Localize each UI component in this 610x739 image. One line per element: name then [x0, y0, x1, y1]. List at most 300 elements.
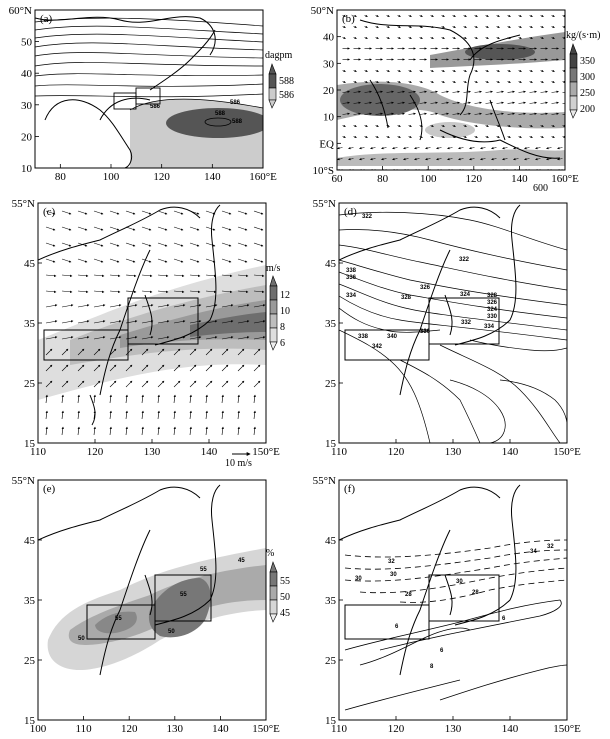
vector-arrow — [206, 395, 207, 403]
y-tick-label: 35 — [24, 595, 35, 607]
vector-arrow — [174, 381, 180, 387]
panel-label-e: (e) — [43, 483, 56, 495]
vector-arrow — [46, 243, 55, 246]
colorbar-label: 350 — [580, 56, 595, 67]
panel-label-b: (b) — [342, 13, 355, 25]
vector-arrow — [62, 291, 72, 292]
vector-arrow — [382, 148, 387, 149]
vector-arrow — [453, 27, 456, 28]
vector-arrow — [376, 71, 379, 72]
x-tick-label: 130 — [166, 723, 184, 735]
colorbar-label: 586 — [279, 90, 294, 101]
vector-arrow — [354, 137, 357, 138]
vector-arrow — [497, 16, 500, 17]
panel-label-c: (c) — [43, 206, 56, 218]
vector-arrow — [354, 27, 357, 28]
x-tick-label: 160°E — [249, 171, 277, 183]
vector-arrow — [174, 411, 175, 419]
vector-arrow — [158, 381, 164, 387]
vector-arrow — [365, 71, 368, 72]
vector-arrow — [94, 211, 103, 214]
y-tick-label: 10°S — [312, 165, 334, 177]
vector-arrow — [459, 148, 464, 149]
vector-arrow — [409, 38, 412, 39]
vector-arrow — [174, 395, 175, 403]
vector-arrow — [222, 381, 228, 387]
vector-arrow — [519, 137, 522, 138]
vector-arrow — [519, 82, 522, 83]
colorbar-c — [266, 263, 290, 350]
vector-arrow — [486, 82, 489, 83]
contour-label: 32 — [388, 559, 395, 565]
y-tick-label: 50°N — [310, 5, 334, 17]
vector-arrow — [126, 381, 132, 387]
colorbar-label: 300 — [580, 72, 595, 83]
vector-arrow — [541, 71, 544, 72]
vector-arrow — [475, 27, 478, 28]
vector-arrow — [547, 148, 552, 149]
vector-arrow — [142, 411, 143, 419]
panel-a — [9, 5, 294, 183]
contour-labels-f — [355, 544, 554, 670]
vector-arrow — [206, 227, 215, 230]
x-tick-label: 110 — [75, 723, 92, 735]
x-tick-label: 130 — [444, 446, 462, 458]
vector-arrow — [126, 427, 127, 435]
vector-arrow — [206, 381, 212, 387]
vector-arrow — [46, 259, 55, 262]
vector-arrow — [453, 16, 456, 17]
vector-arrow — [238, 211, 247, 214]
vector-arrow — [254, 243, 263, 246]
vector-arrow — [142, 259, 151, 262]
vector-arrow — [464, 38, 467, 39]
contour-label: 50 — [168, 629, 175, 635]
vector-arrow — [142, 243, 151, 246]
contour-label: 55 — [200, 567, 207, 573]
vector-arrow — [409, 126, 412, 127]
vector-arrow — [110, 275, 120, 276]
vector-arrow — [142, 395, 143, 403]
vector-arrow — [206, 243, 215, 246]
contour-label: 6 — [395, 624, 399, 630]
vector-arrow — [78, 305, 89, 307]
colorbar-label: 45 — [280, 608, 290, 619]
vector-arrow — [442, 27, 445, 28]
vector-arrow — [110, 427, 111, 435]
vector-arrow — [190, 275, 200, 276]
colorbar-a — [265, 50, 294, 108]
vector-arrow — [110, 227, 119, 230]
vector-arrow — [393, 148, 398, 149]
vector-arrow — [431, 114, 438, 115]
vector-arrow — [158, 275, 168, 276]
y-tick-label: 55°N — [11, 475, 35, 487]
x-tick-label: 80 — [377, 173, 389, 185]
contour-label: 324 — [487, 307, 498, 313]
vector-arrow — [343, 137, 346, 138]
vector-arrow — [238, 427, 239, 435]
x-tick-label: 120 — [387, 723, 405, 735]
y-tick-label: 10 — [323, 111, 334, 124]
vector-arrow — [508, 16, 511, 17]
vector-arrow — [525, 148, 530, 149]
vector-arrow — [420, 114, 427, 115]
vector-arrow — [552, 92, 559, 93]
contour-label: 328 — [487, 293, 498, 299]
contour-label: 55 — [180, 592, 187, 598]
vector-arrow — [530, 82, 533, 83]
vector-arrow — [552, 71, 555, 72]
vector-arrow — [142, 291, 152, 292]
y-tick-label: 45 — [325, 535, 336, 547]
vector-arrow — [78, 227, 87, 230]
subregion-boxes — [345, 575, 499, 639]
y-tick-label: 15 — [325, 715, 336, 727]
vector-arrow — [398, 137, 401, 138]
vector-arrow — [174, 243, 183, 246]
y-tick-label: 25 — [24, 655, 35, 667]
vector-arrow — [464, 103, 471, 104]
contour-label: 30 — [456, 579, 463, 585]
panel-f — [313, 475, 581, 735]
contour-label: 326 — [487, 300, 498, 306]
vector-arrow — [62, 411, 63, 419]
y-tick-label: 45 — [24, 258, 35, 270]
vector-arrow — [158, 259, 167, 262]
vector-arrow — [206, 275, 216, 276]
vector-arrow — [254, 259, 263, 262]
vector-arrow — [420, 16, 423, 17]
vector-arrow — [238, 243, 247, 246]
contour-label: 6 — [502, 616, 506, 622]
x-tick-label: 60 — [331, 173, 343, 185]
vector-arrow — [206, 411, 207, 419]
vector-arrow — [486, 38, 489, 39]
vector-arrow — [254, 411, 255, 419]
vector-arrow — [343, 126, 346, 127]
x-tick-label: 120 — [387, 446, 405, 458]
vector-arrow — [481, 148, 486, 149]
vector-arrow — [365, 16, 368, 17]
x-tick-label: 110 — [330, 723, 348, 735]
vector-arrow — [158, 427, 159, 435]
vector-arrow — [46, 227, 55, 230]
vector-arrow — [486, 16, 489, 17]
vector-arrow — [497, 71, 500, 72]
vector-arrow — [222, 395, 223, 403]
vector-arrow — [365, 27, 368, 28]
vector-arrow — [475, 38, 478, 39]
contour-label: 340 — [387, 334, 398, 340]
vector-arrow — [142, 381, 148, 387]
colorbar-label: 200 — [580, 104, 595, 115]
contour-label: 342 — [372, 344, 383, 350]
y-tick-label: 15 — [24, 438, 35, 450]
vector-arrow — [254, 227, 263, 230]
vector-arrow — [530, 16, 533, 17]
vector-arrow — [398, 82, 401, 83]
vector-arrow — [238, 411, 239, 419]
x-tick-label: 80 — [54, 171, 66, 183]
y-tick-label: 50 — [21, 36, 32, 49]
vector-arrow — [541, 137, 544, 138]
vector-arrow — [530, 103, 537, 104]
vector-arrow — [254, 427, 255, 435]
y-tick-label: 35 — [24, 318, 35, 330]
vector-arrow — [519, 16, 522, 17]
vector-arrow — [158, 227, 167, 230]
contour-label: 45 — [238, 558, 245, 564]
contour-label: 30 — [390, 572, 397, 578]
vector-arrow — [78, 259, 87, 262]
solid-contours — [345, 600, 567, 710]
vector-arrow — [541, 16, 544, 17]
vector-arrow — [46, 427, 47, 435]
vector-arrow — [206, 427, 207, 435]
contour-label: 328 — [401, 295, 412, 301]
wind-speed-shading — [38, 265, 266, 400]
vector-arrow — [437, 148, 442, 149]
x-tick-label: 100 — [102, 171, 120, 183]
vector-arrow — [371, 148, 376, 149]
vector-arrow — [254, 211, 263, 214]
vector-arrow — [126, 211, 135, 214]
vector-arrow — [453, 71, 456, 72]
vector-arrow — [190, 411, 191, 419]
vector-arrow — [376, 137, 379, 138]
y-tick-label: EQ — [319, 138, 334, 151]
axis-ticks-d — [313, 198, 581, 458]
vector-arrow — [206, 211, 215, 214]
y-tick-label: 30 — [21, 99, 32, 112]
vector-arrow — [343, 38, 346, 39]
vector-arrow — [62, 275, 72, 276]
colorbar-label: 50 — [280, 592, 290, 603]
vector-arrow — [78, 395, 79, 403]
vector-arrow — [142, 275, 152, 276]
y-tick-label: 45 — [325, 258, 336, 270]
vector-arrow — [190, 227, 199, 230]
vector-arrow — [464, 71, 467, 72]
vector-arrow — [222, 211, 231, 214]
contour-label: 34 — [530, 549, 537, 555]
vector-arrow — [158, 411, 159, 419]
vector-arrow — [475, 126, 478, 127]
vector-arrow — [508, 27, 511, 28]
vector-arrow — [174, 211, 183, 214]
vector-arrow — [376, 16, 379, 17]
x-tick-label: 140 — [511, 173, 528, 185]
contour-label: 332 — [461, 320, 472, 326]
vector-arrow — [508, 92, 515, 93]
x-tick-label: 150°E — [553, 446, 581, 458]
x-tick-label: 100 — [419, 173, 437, 185]
contour-label: 322 — [362, 214, 373, 220]
vector-arrow — [94, 259, 103, 262]
vector-arrow — [519, 103, 526, 104]
y-tick-label: 45 — [24, 535, 35, 547]
colorbar-label: 6 — [280, 338, 285, 349]
vector-arrow — [431, 71, 434, 72]
vector-arrow — [354, 82, 357, 83]
contour-label: 326 — [420, 285, 431, 291]
contour-label: 28 — [472, 590, 479, 596]
contour-label: 586 — [230, 100, 241, 106]
vector-arrow — [158, 243, 167, 246]
vector-arrow — [442, 71, 445, 72]
vector-arrow — [563, 92, 570, 93]
vector-arrow — [453, 82, 456, 83]
vector-arrow — [409, 137, 412, 138]
y-tick-label: 30 — [323, 58, 334, 71]
vector-arrow — [78, 211, 87, 214]
colorbar-label: 55 — [280, 576, 290, 587]
vector-arrow — [563, 103, 570, 104]
x-tick-label: 130 — [444, 723, 462, 735]
colorbar-label: 588 — [279, 76, 294, 87]
vector-arrow — [46, 305, 57, 307]
vector-arrow — [453, 38, 456, 39]
y-tick-label: 40 — [21, 68, 32, 81]
contour-label: 322 — [459, 257, 470, 263]
vector-arrow — [94, 395, 95, 403]
x-tick-label: 110 — [29, 446, 47, 458]
vector-arrow — [62, 211, 71, 214]
vector-arrow — [365, 38, 368, 39]
vector-arrow — [238, 395, 239, 403]
vector-arrow — [126, 243, 135, 246]
vector-arrow — [453, 92, 460, 93]
x-tick-label: 140 — [212, 723, 229, 735]
vector-arrow — [486, 27, 489, 28]
y-tick-label: 60°N — [8, 5, 32, 17]
vector-arrow — [387, 27, 390, 28]
vector-arrow — [558, 148, 563, 149]
vector-arrow — [552, 16, 555, 17]
contour-label: 28 — [405, 592, 412, 598]
vector-arrow — [464, 27, 467, 28]
vector-arrow — [354, 126, 357, 127]
vector-arrow — [387, 137, 390, 138]
reference-value-c: 10 m/s — [225, 458, 252, 469]
vector-arrow — [46, 291, 56, 292]
x-tick-label: 120 — [465, 173, 483, 185]
vector-arrow — [497, 38, 500, 39]
vector-arrow — [158, 395, 159, 403]
y-tick-label: 25 — [24, 378, 35, 390]
y-tick-label: 25 — [325, 378, 336, 390]
vector-arrow — [398, 38, 401, 39]
vector-arrow — [142, 427, 143, 435]
vector-arrow — [475, 16, 478, 17]
vector-arrow — [508, 137, 511, 138]
vector-arrow — [376, 126, 379, 127]
vector-arrow — [376, 27, 379, 28]
vector-arrow — [354, 71, 357, 72]
vector-arrow — [541, 103, 548, 104]
vector-arrow — [142, 211, 151, 214]
vector-arrow — [238, 365, 244, 371]
panel-e — [12, 475, 290, 735]
y-tick-label: 20 — [323, 85, 334, 97]
unit-label-b: kg/(s·m) — [566, 30, 601, 41]
vector-arrow — [519, 92, 526, 93]
vector-arrow — [552, 137, 555, 138]
vector-arrow — [530, 71, 533, 72]
vector-arrow — [254, 381, 260, 387]
vector-arrow — [398, 16, 401, 17]
x-tick-label: 120 — [86, 446, 104, 458]
vector-arrow — [442, 16, 445, 17]
vector-arrow — [475, 103, 482, 104]
vector-arrow — [541, 82, 544, 83]
panel-b — [311, 5, 601, 194]
contour-label: 55 — [115, 616, 122, 622]
vector-arrow — [338, 148, 343, 149]
vector-arrow — [497, 137, 500, 138]
vector-arrow — [62, 243, 71, 246]
reference-value-b: 600 — [533, 183, 548, 194]
vector-arrow — [142, 227, 151, 230]
vector-arrow — [174, 227, 183, 230]
vector-arrow — [349, 148, 354, 149]
vector-arrow — [190, 427, 191, 435]
frame-f — [339, 480, 567, 720]
vector-arrow — [94, 275, 104, 276]
vector-arrow — [94, 227, 103, 230]
vector-arrow — [343, 27, 346, 28]
x-tick-label: 120 — [153, 171, 170, 183]
y-tick-label: 55°N — [312, 475, 336, 487]
vector-arrow — [254, 365, 260, 371]
y-tick-label: 40 — [323, 31, 334, 44]
contour-label: 32 — [547, 544, 554, 550]
vector-arrow — [360, 148, 365, 149]
vector-arrow — [62, 227, 71, 230]
vector-arrow — [448, 148, 453, 149]
vector-arrow — [126, 291, 136, 292]
vector-arrow — [431, 137, 434, 138]
vector-arrow — [62, 321, 73, 323]
vector-arrow — [126, 411, 127, 419]
vector-arrow — [398, 126, 401, 127]
x-tick-label: 140 — [501, 723, 519, 735]
height-contours — [35, 18, 263, 110]
vector-arrow — [519, 27, 522, 28]
vector-arrow — [126, 395, 127, 403]
vector-arrow — [486, 92, 493, 93]
vector-arrow — [508, 71, 511, 72]
vector-arrow — [470, 148, 475, 149]
vector-arrow — [404, 148, 409, 149]
x-tick-label: 140 — [501, 446, 519, 458]
contour-label: 588 — [215, 111, 226, 117]
vector-arrow — [508, 103, 515, 104]
vector-arrow — [508, 82, 511, 83]
vector-arrow — [174, 259, 183, 262]
contour-label: 336 — [346, 275, 357, 281]
panel-label-f: (f) — [344, 483, 355, 495]
y-tick-label: 55°N — [312, 198, 336, 210]
colorbar-label: 8 — [280, 322, 285, 333]
vector-arrow — [222, 427, 223, 435]
vector-arrow — [343, 82, 346, 83]
vector-arrow — [190, 395, 191, 403]
vector-arrow — [46, 411, 47, 419]
vector-arrow — [552, 103, 559, 104]
x-tick-label: 120 — [120, 723, 138, 735]
